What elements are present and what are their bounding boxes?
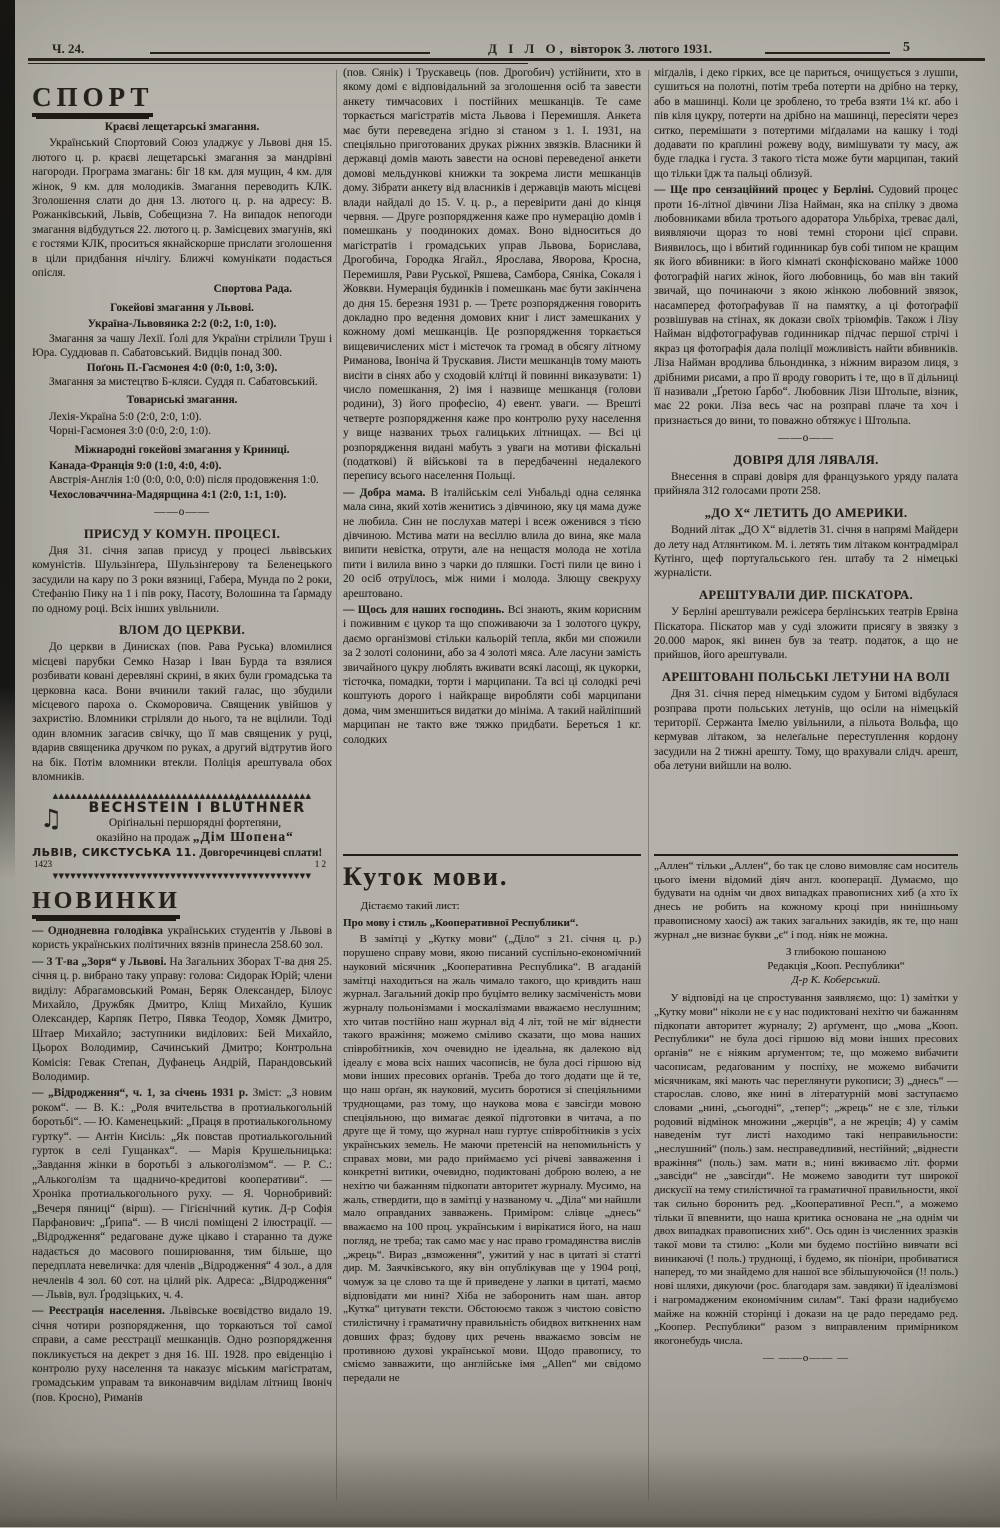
ad-reference-numbers — [32, 860, 332, 870]
laval-body: Внесення в справі довіря для французького уряду палата прийняла 312 голосами проти 258. — [654, 470, 958, 498]
column-right-top — [654, 66, 958, 854]
hockey-result-2-note: Змагання за мистецтво Б-кляси. Суддя п. Сабатовський. — [48, 375, 318, 388]
page-number: 5 — [903, 40, 910, 55]
header-rule-main — [28, 58, 985, 61]
signature-line-3: Д-р К. Коберський. — [791, 973, 881, 986]
letter-continuation: „Аллен“ тільки „Аллен“, бо так це слово вимовляє сам носитель цього імени відомий діяч англ. кооперації. Думаємо, що будувати на однім чи двох випадках правописних хиб (а хто їх днесь не робить на кожному кроці при нинішньому правописному хаосі) аж таких загальних закидів, як те, що наш журнал „не визнає букви „є“ і под. ніяк не можна. — [654, 860, 958, 941]
language-corner-intro: Дістаємо такий лист: — [360, 900, 460, 912]
language-corner-right — [654, 854, 958, 1528]
news-item-housewives — [343, 603, 641, 747]
column-rule-2 — [648, 70, 649, 1500]
ski-competitions-heading: Краєві лещетарські змагання. — [104, 121, 260, 133]
header-rule-right — [765, 52, 890, 54]
issue-number: Ч. 24. — [52, 41, 85, 56]
news-item-hunger-strike — [32, 924, 332, 953]
intl-hockey-heading: Міжнародні гокейові змагання у Криниці. — [74, 443, 290, 456]
news-item-zorya-society — [32, 955, 332, 1085]
editorial-reply: У відповіді на це спростування заявляємо, що: 1) замітки у „Кутку мови“ ніколи не є у нас подиктовані нехітю чи бажанням підкопати авторитет журналу; 2) арґумент, що „мова „Кооп. Республики“ не була досі гіршою від мови інших пресових орґанів“ не є ніяким арґументом; те, що можемо вибачити часописам, редаґованим у поспіху, не можемо вибачити місячникам, які мають час переглянути рукописи; 3) „днесь“ — старослав. слово, яке нині в літературній мові заступаємо словами „нині, „сьогодні“, „тепер“; „жрець“ не є зле, тільки родовий відмінок множини „жерців“, а не жреців; 4) у самім наведенім тут листі находимо такі неправильности: „неслушний“ (поль.) зам. несправедливий, нестійний; „віднести вражіння“ (поль.) зам. мати в.; нині вживаємо літ. форми „завсіди“ не „завсігди“. Не можемо заводити тут широкої дискусії на тему стилістичної та граматичної правильности, якої так сильно боронить ред. „Кооперативної Респ.“, а можемо тільки її впевнити, що наша критика основана не „на однім чи двох випадках правописних хиб“. Ось один із численних зразків такої мови та стилю: „Коли ми будемо постійно вивчати всі виникаючі (! поль.) труднощі, і будемо, як піоніри, пробиватися наперед, то ми знайдемо для нашої все збільшуючойся (!! поль.) нові шляхи, дякуючи (рос. благодаря зам. завдяки) її ідеалізмові і нагромадженим економічним силам“. Такі фрази надибуємо майже на кожній сторінці і докази на це радо передамо ред. „Коопер. Республики“ разом з виправленим примірником якогонебудь числа. — [654, 992, 958, 1347]
verdict-heading: ПРИСУД У КОМУН. ПРОЦЕСІ. — [83, 526, 281, 541]
burglary-body: До церкви в Динисках (пов. Рава Руська) вломилися місцеві парубки Семко Назар і Іван Бурда та взялися розбивати ковані деревляні скрині, в яких були громадська та церковна каса. Вони вчинили такий галас, що збудили місцевого пароха о. Скоморовича. Священик увійшов у захристію. Вломники стріляли до нього, та не вцілили. Тоді один вломник загасив свічку, що її мав священик у руці, вдарив священика дручком по руках, а другий відтрутив його на бік. Потім вломники втекли. Поліція арештувала обох вломників. — [32, 641, 332, 784]
section-separator: ——о—— — [778, 432, 834, 445]
news-item-registration — [32, 1304, 332, 1405]
news-item-text: Судовий процес проти 16-літної дівчини Ліза Найман, яка на спілку з двома любовниками вбила тротього адоратора Ульбріха, треває далі, виявляючи щораз то нові темні сторони цієї справи. Виявилось, що і вбитий годинникар був собі типом не кращим як його вбивники: в його кімнаті сконфісковано майже 1000 фотографій нагих жінок, його любовниць, бо мав він такий звичай, що починаючи з якою жінкою любовний звязок, насамперед фотоґрафував її на памятку, а ці фотоґрафії розвішував на стінах, як докази своїх тріюмфів. Також і Лізу Найман відфотографував годинникар підчас першої стрічі і якраз ця фотоґрафія дала поліції можливість найти вбивників. Ліза Найман вродлива бльондинка, з ніжним виразом лиця, з дрібними рисами, а про її вроду говорить і те, що в її дільниці її називали „Ґретою Ґарбо“. Любовник Лізи Штольпе, візник, має 22 роки. Ліза весь час на розправі плаче та хоч і признається до вини, то поважно обтяжує і Штольпа. — [654, 184, 958, 427]
bechstein-piano-ad — [32, 792, 332, 879]
ad-border-bottom: ▼▼▼▼▼▼▼▼▼▼▼▼▼▼▼▼▼▼▼▼▼▼▼▼▼▼▼▼▼▼▼▼▼▼▼▼▼▼▼▼▼▼▼▼ — [52, 871, 312, 880]
ad-shop-pre: оказійно на продаж — [96, 831, 190, 844]
language-corner-left — [343, 854, 641, 1528]
music-note-icon: ♫ — [40, 804, 63, 834]
registration-continuation: (пов. Сянік) і Трускавець (пов. Дрогобич) устійнити, хто в якому домі є відповідальний за зголошення осіб та завести анкету тимчасових і постійних мешканців. Те саме торкається магістратів міста Львова і Перемишля. Анкета має бути переведена згідно зі станом з 1. І. 1931, на спеціяльно приготованих друках ріжних звязків. Власники й державці домів мають завести на основі переведеної анкети домові мельдункові книжки та зокрема листи мешканців дому. Зібрати анкету від власників і державців мають місцеві влади найдалі до 15. V. ц. р., а перевірити дані до кінця червня. — Друге розпорядження каже про нумерацію домів і помешкань у поодиноких домах. Воно відноситься до магістратів і громадських управ Львова, Борислава, Дрогобича, Городка Ягайл., Ярослава, Яворова, Кросна, Перемишля, Рави Руської, Ряшева, Самбора, Сяніка, Сокаля і Жовкви. Нумерація будинків і помешкань має бути закінчена до дня 15. березня 1931 р. — Третє розпорядження говорить докладно про ведення домових книг і лист замешканих у кожному домі мешканців. Це розпорядження торкається вищевичислених міст і містечок та громад в обсягу літному Риманова, Івоніча й Трускавия. Листи мешканців тому мають висіти в сінях або у сходовій клітці й повинні виказувати: 1) число помешкання, 2) імя і назвище мешканця (голови родини), 3) його професію, 4) евент. уваги. — Врешті четверте розпорядження каже про контролю руху населення у вище названих трьох галицьких літнищах. — Всі ці розпорядження видані мабуть з уваги на мотиви фіскальні (податкові) й військові та в передбаченні недалекого перепису всього населення Польщі. — [343, 67, 641, 483]
column-left — [32, 70, 332, 1515]
ad-line-address — [32, 846, 332, 860]
ad-address: ЛЬВІВ, СИКСТУСЬКА 11. — [32, 845, 197, 859]
ski-competitions-body: Український Спортовий Союз уладжує у Львові дня 15. лютого ц. р. краєві лещетарські змагання за мандрівні нагороди. Програма змагань: біг 18 км. для мущин, 4 км. для жінок, 9 км. для молодиків. Змагання переводить КЛК. Зголошення слати до дня 13. лютого ц. р. на адресу: В. Рожанківський, Львів, Собещизна 7. На випадок непогоди змагання відбудуться 22. лютого ц. р. Замісцевих змагунів, які є гостями КЛК, проситься якнайскорше прислати зголошення в ціли придбання нічлігу. Ближчі комунікати подасться опісля. — [32, 137, 332, 280]
hockey-result-1-note: Змагання за чашу Лехії. Ґолі для України стрілили Труш і Юра. Суддював п. Сабатовський. Видців понад 300. — [32, 332, 332, 360]
burglary-heading: ВЛОМ ДО ЦЕРКВИ. — [118, 623, 246, 637]
header-rule-sub — [28, 63, 528, 64]
masthead — [440, 41, 760, 57]
news-item-text: На Загальних Зборах Т-ва дня 25. січня ц. р. вибрано таку управу: голова: Сидорак Юрій; члени виділу: Абрагамовський Роман, Беряк Олександер, Білоус Михайло, Дружбяк Дмитро, Кліщ Михайло, Кушик Олександер, Карпяк Петро, Пявка Теодор, Хомяк Дмитро, Штаер Михайло; заступники виділових: Бей Михайло, Цьорох Володимир, Сачинський Дмитро; Контрольна Комісія: Гевак Степан, Дуфанець Андрій, Парандовський Володимир. — [32, 955, 332, 1083]
hockey-lviv-heading: Гокейові змагання у Львові. — [110, 301, 254, 314]
news-item-lead: — Однодневна голодівка — [32, 924, 168, 937]
friendly-matches-heading: Товариські змагання. — [126, 394, 238, 407]
marzipan-recipe-continuation: міґдалів, і деко гірких, все це париться, очищується з лушпи, сушиться на полотні, потім треба потерти на дрібно на терку, або в машинці. Коли це зроблено, то треба взяти 1¼ кґ. або і пів кіля цукру, потерти на дрібно на машинці, пересіяти через ситко, перемішати з потертими міґдалами на кашку і тоді додавати по краплині рожеву воду, вимішувати ту масу, аж буде гладка і густа. З такого тіста може бути марципан, такий що тільки їдж та пальці облизуй. — [654, 67, 958, 180]
dox-flight-heading: „ДО X“ ЛЕТИТЬ ДО АМЕРИКИ. — [704, 505, 908, 520]
news-item-vidrodzhennia — [32, 1086, 332, 1302]
news-item-text: В італійськім селі Унбальді одна селянка мала сина, який хотів женитись з дівчиною, яку ця мама дуже не любила. Син не послухав матері і всеж оженився з тією дівчиною. Мстива мати на весіллю влила до вина, яке мала випити невістка, отрути, але на нещастя молода не хотіла пити і вилила вино з чарки до пляшки. Гості пили це вино і 20 осіб отруїлось, між ними і молода. Злющу свекруху арештовано. — [343, 486, 641, 600]
ad-line-shop — [58, 830, 332, 845]
letter-signature-block — [654, 946, 958, 987]
news-item-text: Всі знають, яким корисним і поживним є цукор та що споживаючи за 1 золотого цукру, даємо організмові стільки кальорій тепла, якби ми спожили за 2 золоті солонини, або за 4 золоті мяса. Але ласуни замість звичайного цукру люблять вживати всякі ласощі, як цукорки, тісточка, помадки, торти і марципани. Та всі ці солодкі речі коштують дорого і найкраще виробляти собі марципани дома, чим зменшиться видатки до мініма. А такий найліпший марципан не такто вже тяжко придбати. Береться 1 кг. солодких — [343, 604, 641, 746]
news-item-lead: — Ще про сензаційний процес у Берліні. — [654, 184, 879, 197]
signature-line-2: Редакція „Кооп. Республики“ — [767, 959, 905, 972]
intl-result-1: Канада-Франція 9:0 (1:0, 4:0, 4:0). — [48, 459, 222, 472]
column-middle-top — [343, 66, 641, 854]
ad-brand-name: BECHSTEIN І BLÜTHNER — [88, 800, 306, 817]
polish-pilots-body: Дня 31. січня перед німецьким судом у Битомі відбулася розправа проти польських летунів, що осіли на німецькій території. Сержанта Імелю увільнили, а пільота Вольфа, що кермував літаком, за нелеґальне переступлення кордону засудили на 2 тижні арешту. Тому, що врахували слідч. арешт, оба летуни вийшли на волю. — [654, 688, 958, 773]
news-item-text: Зміст: „З новим роком“. — В. К.: „Роля вчительства в протиалькогольній боротьбі“. — Ю. Каменецький: „Праця в протиалькогольному гуртку“. — Антін Кисіль: „Як повстав протиалькогольний гурток в селі Гущанках“. — Марія Крушельницька: „Завдання жінки в боротьбі з алькоголізмом“. — Р. С.: „Алькоголізм та щадничо-кредитові кооперативи“. — Хроніка протиалькогольного руху. — Я. Чорнобривий: „Вечеря пяниці“ (вірш). — Гігієнічний кутик. Д-р Софія Парфанович: „Ґрипа“. — В числі поміщені 2 ілюстрації. — „Відродження“ редаговане дуже цікаво і старанно та дуже надається до масового поширювання, тим більше, що передплата невеличка: для членів „Відродження“ 4 зол., а для нечленів 4 зол. 60 сот. на цілий рік. Адреса: „Відродження“ — Львів, вул. Ґродзіцьких, ч. 4. — [32, 1087, 332, 1302]
verdict-body: Дня 31. січня запав присуд у процесі львівських комуністів. Шульзінґера, Шульзінґерову та Беленецького засудили на кару по 3 роки вязниці, Габера, Мунда по 2 роки, Стефанію Пику на 1 і пів року, Пасоту, Волошина та Ґармаду по одному році. Всіх інших увільнили. — [32, 544, 332, 615]
dox-flight-body: Водний літак „ДО X“ відлетів 31. січня в напрямі Майдери до лету над Атлянтиком. М. і. летять тим літаком контрадмірал Кутінго, щеф портуґальського ґен. штабу та 2 німецькі журналісти. — [654, 524, 958, 580]
news-item-text: українських студентів у Львові в користь українських політичних вязнів принесла 258.60 зол. — [32, 924, 332, 952]
laval-heading: ДОВІРЯ ДЛЯ ЛЯВАЛЯ. — [733, 452, 879, 467]
hockey-result-2: Поґонь П.-Гасмонея 4:0 (0:0, 1:0, 3:0). — [86, 361, 278, 374]
intl-result-3: Чехословаччина-Мадярщина 4:1 (2:0, 1:1, 1:0). — [48, 488, 287, 501]
header-rule-left — [150, 52, 430, 54]
ad-shop-name: „Дім Шопена“ — [192, 828, 294, 844]
ad-payment-note: Довгоречинцеві сплати! — [199, 846, 323, 859]
letter-body: В замітці у „Кутку мови“ („Діло“ з 21. січня ц. р.) порушено справу мови, якою писаний суспільно-економічний науковий місячник „Кооперативна Республика“. В агаданій замітці находиться на жаль чимало такого, що кривдить наш журнал. Загальний докір про буцімто велику засміченість мови журналу польонізмами і москалізмами вважаємо неслушним; хто читав постійно наш журнал від 4 літ, той не міг віднести такого вражіння; можемо сміливо сказати, що мова наших співробітників, хоч очевидно не ідеальна, як далекою від ідеалу є мова всіх наших часописів, не була досі гіршою від мови інших пресових орґанів. Треба до того додати ще й те, що наш орґан, як науковий, мусить боротися зі спеціяльними труднощами, раз тому, що наукова мова є завсігди мовою спеціяльною, що вимагає деякої підготовки в читача, а по друге ще й тому, що журнал наш гуртує співробітників з усіх українських земель. Не маючи претенсій на непомильність у справах мови, ми радо приймаємо усі річеві завваження і конкретні витики, очевидно, подиктовані доброю волею, а не нехітю чи бажанням підкопати авторитет журналу. Мусимо, на жаль, ствердити, що в замітці у названому ч. „Діла“ ми найшли мало оправданих завважень. Приміром: слівце „днесь“ вважаємо на 100 проц. українським і вирікатися його, на наш погляд, не треба; так само має у нас право громадянства вислів „жрець“. Вираз „взможення“, ужитий у нас в цитаті зі статті дир. М. Заячківського, яку він опублікував ще у 1904 році, чомуж за це слово та ще й приведене у лапки в цитаті, маємо відповідати ми нині? Хіба не заборонить нам шан. автор „Кутка“ цитувати тексти. Обстоюємо також з чистою совістю стилістичну і граматичну правильність обидвох виткнених нам довших фраз; будову цих речень вважаємо зовсім не противною духові української мови. Щодо правопису, то сміємо завважити, що англійське імя „Allen“ ми свідомо передали не — [343, 933, 641, 1384]
column-rule-1 — [336, 70, 337, 1500]
news-title-text: НОВИНКИ — [32, 888, 180, 919]
hockey-result-1: Україна-Львовянка 2:2 (0:2, 1:0, 1:0). — [87, 318, 277, 331]
news-item-text: Львівське воєвідство видало 19. січня чотири розпорядження, що торкаються тої самої справи, а саме реєстрації мешканців. Одно розпорядження покликується на декрет з дня 16. III. 1928. про евіденцію і контролю руху населення та наказує міським магістратам, громадським управам та виконавчим виділам літнищ Івоніч (пов. Кросно), Риманів — [32, 1305, 332, 1404]
news-item-berlin-trial — [654, 183, 958, 428]
sport-council-signature: Спортова Рада. — [213, 283, 292, 296]
ad-body — [32, 800, 332, 871]
news-section-title — [32, 886, 332, 916]
letter-heading: Про мову і стиль „Кооперативної Республики“. — [343, 916, 579, 929]
ad-num-right: 1 2 — [314, 858, 326, 869]
news-item-lead: — Добра мама. — [343, 486, 431, 499]
ad-num-left: 1423 — [34, 858, 52, 869]
news-item-lead: — Реєстрація населення. — [32, 1305, 171, 1318]
section-separator: — ——о—— — — [763, 1351, 849, 1364]
scan-left-edge — [0, 0, 15, 880]
section-separator: ——о—— — [154, 506, 210, 519]
news-item-lead: — Щось для наших господинь. — [343, 604, 508, 617]
ad-line-pianos: Оріґінальні першорядні фортепяни, — [108, 816, 282, 829]
polish-pilots-heading: АРЕШТОВАНІ ПОЛЬСЬКІ ЛЕТУНИ НА ВОЛІ — [661, 669, 951, 684]
news-item-lead: — „Відродження“, ч. 1, за січень 1931 р. — [32, 1087, 253, 1100]
sport-section-title — [32, 82, 332, 112]
issue-date: вівторок 3. лютого 1931. — [566, 41, 712, 56]
sport-title-text: СПОРТ — [32, 82, 153, 117]
ad-border-top: ▲▲▲▲▲▲▲▲▲▲▲▲▲▲▲▲▲▲▲▲▲▲▲▲▲▲▲▲▲▲▲▲▲▲▲▲▲▲▲▲▲▲▲▲ — [52, 792, 312, 801]
news-item-good-mother — [343, 486, 641, 601]
friendly-result-1: Лехія-Україна 5:0 (2:0, 2:0, 1:0). — [48, 410, 202, 423]
friendly-result-2: Чорні-Гасмонея 3:0 (0:0, 2:0, 1:0). — [48, 425, 211, 438]
language-corner-title: Куток мови. — [343, 862, 509, 891]
intl-result-2: Австрія-Анґлія 1:0 (0:0, 0:0, 0:0) після продовження 1:0. — [48, 474, 319, 487]
piscator-heading: АРЕШТУВАЛИ ДИР. ПІСКАТОРА. — [698, 587, 914, 602]
signature-line-1: З глибокою пошаною — [785, 946, 887, 959]
news-item-lead: — З Т-ва „Зоря“ у Львові. — [32, 955, 170, 968]
paper-name: Д І Л О, — [488, 41, 567, 56]
piscator-body: У Берліні арештували режісера берлінських театрів Ервіна Піскатора. Піскатор мав у суді зложити присягу в звязку з 20.000 марок, які винен був за театр. податок, а що не прийшов, його арештували. — [654, 606, 958, 662]
